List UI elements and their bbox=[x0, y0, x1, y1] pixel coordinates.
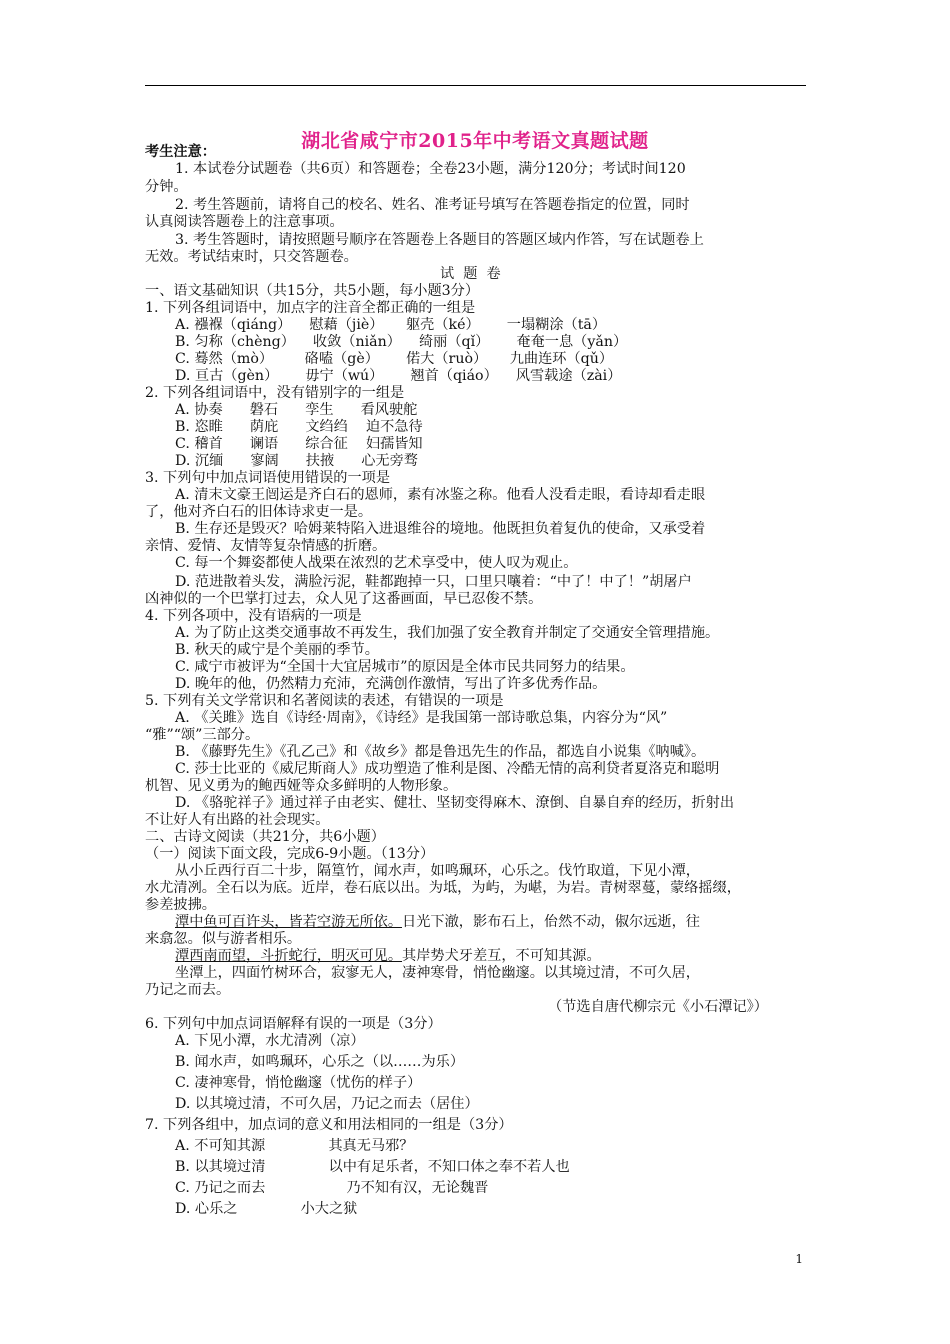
text-line: 7. 下列各组中，加点词的意义和用法相同的一组是（3分） bbox=[145, 1117, 513, 1133]
text-span: 日光下澈，影布石上，佁然不动，俶尔远逝，往 bbox=[402, 914, 700, 930]
text-line: B. 生存还是毁灭？哈姆莱特陷入进退维谷的境地。他既担负着复仇的使命，又承受着 bbox=[175, 521, 706, 537]
text-line: A. 下见小潭，水尤清冽（凉） bbox=[175, 1033, 365, 1049]
text-line: 水尤清冽。全石以为底。近岸，卷石底以出。为坻，为屿，为嵁，为岩。青树翠蔓，蒙络摇缀， bbox=[145, 880, 741, 896]
text-line: 二、古诗文阅读（共21分，共6小题） bbox=[145, 829, 385, 845]
text-line: A. 不可知其源 其真无马邪？ bbox=[175, 1138, 414, 1154]
page-title: 湖北省咸宁市2015年中考语文真题试题 bbox=[301, 130, 649, 152]
text-line: 不让好人有出路的社会现实。 bbox=[145, 812, 330, 828]
text-line: 坐潭上，四面竹树环合，寂寥无人，凄神寒骨，悄怆幽邃。以其境过清，不可久居， bbox=[175, 965, 700, 981]
text-line: A. 襁褓（qiáng） 慰藉（jiè） 躯壳（ké） 一塌糊涂（tā） bbox=[175, 317, 607, 333]
text-line: （一）阅读下面文段，完成6-9小题。（13分） bbox=[145, 846, 435, 862]
text-line bbox=[175, 948, 601, 965]
text-line: C. 每一个舞姿都使人战栗在浓烈的艺术享受中，使人叹为观止。 bbox=[175, 555, 578, 571]
underlined-text: 潭中鱼可百许头，皆若空游无所依。 bbox=[175, 914, 403, 930]
text-line: 2. 考生答题前，请将自己的校名、姓名、准考证号填写在答题卷指定的位置，同时 bbox=[175, 197, 690, 213]
text-line: 一、语文基础知识（共15分，共5小题，每小题3分） bbox=[145, 283, 480, 299]
text-line: 了，他对齐白石的旧体诗求吏一是。 bbox=[145, 504, 373, 520]
text-line: 从小丘西行百二十步，隔篁竹，闻水声，如鸣珮环，心乐之。伐竹取道，下见小潭， bbox=[175, 863, 700, 879]
text-line: 参差披拂。 bbox=[145, 897, 216, 913]
notice-heading: 考生注意： bbox=[145, 144, 216, 160]
text-line: D. 晚年的他，仍然精力充沛，充满创作激情，写出了许多优秀作品。 bbox=[175, 676, 607, 692]
text-line: 1. 下列各组词语中，加点字的注音全都正确的一组是 bbox=[145, 300, 476, 316]
text-line: C. 凄神寒骨，悄怆幽邃（忧伤的样子） bbox=[175, 1075, 422, 1091]
text-line: B. 秋天的咸宁是个美丽的季节。 bbox=[175, 642, 379, 658]
text-line: 4. 下列各项中，没有语病的一项是 bbox=[145, 608, 362, 624]
text-line: B. 《藤野先生》《孔乙己》和《故乡》都是鲁迅先生的作品，都选自小说集《呐喊》。 bbox=[175, 744, 706, 760]
text-line: B. 闻水声，如鸣珮环，心乐之（以……为乐） bbox=[175, 1054, 465, 1070]
text-line: 乃记之而去。 bbox=[145, 982, 231, 998]
text-line: “雅”“颂”三部分。 bbox=[145, 727, 260, 743]
header-rule bbox=[145, 85, 806, 86]
text-line: C. 蓦然（mò） 硌嗑（gè） 偌大（ruò） 九曲连环（qǔ） bbox=[175, 351, 614, 367]
text-line: B. 以其境过清 以中有足乐者，不知口体之奉不若人也 bbox=[175, 1159, 570, 1175]
text-line: C. 莎士比亚的《威尼斯商人》成功塑造了惟利是图、冷酷无情的高利贷者夏洛克和聪明 bbox=[175, 761, 720, 777]
text-line: 1. 本试卷分试题卷（共6页）和答题卷；全卷23小题，满分120分；考试时间120 bbox=[175, 161, 686, 177]
text-line bbox=[175, 914, 700, 931]
text-line: 来翕忽。似与游者相乐。 bbox=[145, 931, 302, 947]
text-line: 亲情、爱情、友情等复杂情感的折磨。 bbox=[145, 538, 387, 554]
text-line: D. 《骆驼祥子》通过祥子由老实、健壮、坚韧变得麻木、潦倒、自暴自弃的经历，折射出 bbox=[175, 795, 735, 811]
text-line: D. 亘古（gèn） 毋宁（wú） 翘首（qiáo） 风雪载途（zài） bbox=[175, 368, 622, 384]
page-number: 1 bbox=[795, 1252, 803, 1266]
text-line: 3. 下列句中加点词语使用错误的一项是 bbox=[145, 470, 391, 486]
text-line: C. 乃记之而去 乃不知有汉，无论魏晋 bbox=[175, 1180, 489, 1196]
text-line: 认真阅读答题卷上的注意事项。 bbox=[145, 214, 344, 230]
text-line: 2. 下列各组词语中，没有错别字的一组是 bbox=[145, 385, 405, 401]
underlined-text: 潭西南而望，斗折蛇行，明灭可见。 bbox=[175, 948, 403, 964]
text-line: 试 题 卷 bbox=[440, 266, 501, 282]
text-line: D. 心乐之 小大之狱 bbox=[175, 1201, 358, 1217]
text-line: A. 《关雎》选自《诗经·周南》，《诗经》是我国第一部诗歌总集，内容分为“风” bbox=[175, 710, 668, 726]
text-line: B. 匀称（chèng） 收敛（niǎn） 绮丽（qǐ） 奄奄一息（yǎn） bbox=[175, 334, 628, 350]
text-line: 凶神似的一个巴掌打过去，众人见了这番画面，早已忍俊不禁。 bbox=[145, 591, 543, 607]
text-line: D. 范进散着头发，满脸污泥，鞋都跑掉一只，口里只嚷着：“中了！中了！”胡屠户 bbox=[175, 574, 692, 590]
text-line: 5. 下列有关文学常识和名著阅读的表述，有错误的一项是 bbox=[145, 693, 504, 709]
text-line: D. 以其境过清，不可久居，乃记之而去（居住） bbox=[175, 1096, 479, 1112]
text-line: C. 稽首 谰语 综合征 妇孺皆知 bbox=[175, 436, 423, 452]
text-line: A. 清末文豪王闿运是齐白石的恩师，素有冰鉴之称。他看人没看走眼，看诗却看走眼 bbox=[175, 487, 706, 503]
text-line: 无效。考试结束时，只交答题卷。 bbox=[145, 249, 358, 265]
text-line: C. 咸宁市被评为“全国十大宜居城市”的原因是全体市民共同努力的结果。 bbox=[175, 659, 635, 675]
text-line: 机智、见义勇为的鲍西娅等众多鲜明的人物形象。 bbox=[145, 778, 458, 794]
text-line: 6. 下列句中加点词语解释有误的一项是（3分） bbox=[145, 1016, 442, 1032]
text-line: A. 为了防止这类交通事故不再发生，我们加强了安全教育并制定了交通安全管理措施。 bbox=[175, 625, 720, 641]
text-line: B. 恣睢 荫庇 文绉绉 迫不急待 bbox=[175, 419, 423, 435]
text-line: 3. 考生答题时，请按照题号顺序在答题卷上各题目的答题区域内作答，写在试题卷上 bbox=[175, 232, 704, 248]
text-line: D. 沉缅 寥阔 扶掖 心无旁骛 bbox=[175, 453, 418, 469]
text-line: （节选自唐代柳宗元《小石潭记》） bbox=[548, 999, 768, 1015]
text-line: A. 协奏 磐石 孪生 看风驶舵 bbox=[175, 402, 418, 418]
text-line: 分钟。 bbox=[145, 179, 188, 195]
text-span: 其岸势犬牙差互，不可知其源。 bbox=[402, 948, 601, 964]
